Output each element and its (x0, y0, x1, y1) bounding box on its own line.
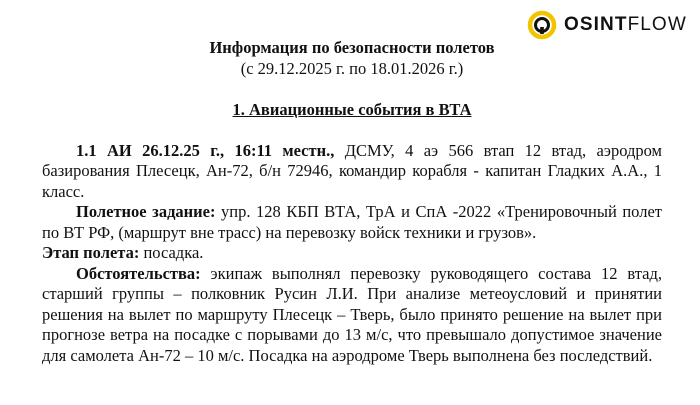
event-details: ДСМУ, 4 аэ 566 втап 12 втад, аэродром базирования Плесецк, Ан-72, б/н 72946, командир корабля - капитан Гладких А.А., 1 класс. (42, 140, 662, 201)
flight-task-label: Полетное задание: (76, 202, 216, 221)
circumstances-paragraph (42, 264, 662, 367)
circumstances-text: экипаж выполнял перевозку руководящего состава 12 втад, старший группы – полковник Русин Л.И. При анализе метеоусловий и принятии решения на вылет по маршруту Плесецк – Тверь, было принято решение на вылет при прогнозе ветра на посадке с порывами до 13 м/с, что превышало допустимое значение для самолета Ан-72 – 10 м/с. Посадка на аэродроме Тверь выполнена без последствий. (42, 263, 662, 365)
flight-task-text: упр. 128 КБП ВТА, ТрА и СпА -2022 «Тренировочный полет по ВТ РФ, (маршрут вне трасс) на перевозку войск техники и грузов». (42, 202, 662, 242)
event-header: 1.1 АИ 26.12.25 г., 16:11 местн., (76, 140, 335, 160)
brand-logo (527, 10, 687, 40)
flight-stage-paragraph (42, 243, 662, 264)
flight-task-paragraph (42, 202, 662, 243)
event-paragraph (42, 141, 662, 203)
osintflow-logo-icon (527, 10, 557, 40)
brand-name-thin: FLOW (627, 14, 687, 35)
document-period: (с 29.12.2025 г. по 18.01.2026 г.) (240, 58, 464, 78)
document-title: Информация по безопасности полетов (209, 38, 495, 57)
brand-name (564, 14, 687, 36)
brand-name-bold: OSINT (564, 14, 628, 35)
circumstances-label: Обстоятельства: (76, 263, 201, 283)
section-heading: 1. Авиационные события в ВТА (232, 100, 472, 119)
flight-stage-label: Этап полета: (42, 243, 140, 262)
document-body (42, 38, 662, 366)
flight-stage-text: посадка. (139, 243, 204, 262)
